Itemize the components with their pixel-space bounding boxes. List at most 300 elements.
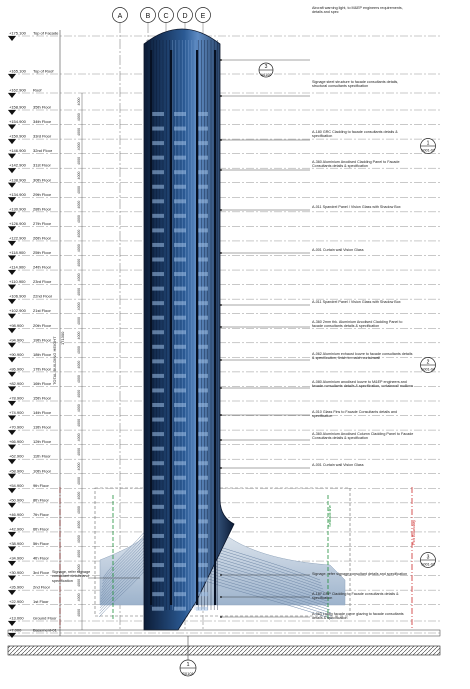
- tower-window: [174, 214, 186, 218]
- annotation-text: Signage steel structure to facade consultants details, structural consultants specification: [312, 80, 399, 89]
- tower-window: [174, 156, 186, 160]
- tower-window: [152, 403, 164, 407]
- level-name: 17th Floor: [33, 366, 52, 372]
- annotation-text: A-360 Aluminium Anodised Cladding Panel to Facade Consultants details & specification: [312, 160, 400, 169]
- level-marker: [8, 381, 52, 392]
- level-name: 5th Floor: [33, 541, 49, 546]
- level-elevation: +175.100: [9, 30, 26, 36]
- floor-height-dim: 4000: [77, 200, 81, 209]
- floor-height-dim: 4000: [77, 171, 81, 180]
- tower-window: [152, 374, 164, 378]
- annotation-dot: [220, 169, 222, 171]
- level-name: 25th Floor: [33, 250, 52, 255]
- facade-annotation: [220, 248, 414, 276]
- level-marker: [8, 337, 52, 348]
- level-marker: [8, 31, 59, 42]
- annotation-text: Aircraft warning light, to M&EP engineers requirements, details and spec: [312, 6, 403, 15]
- level-elevation: +142.900: [9, 162, 26, 168]
- floor-height-dim: 4000: [77, 462, 81, 471]
- level-marker: [8, 410, 52, 421]
- tower-window: [152, 301, 164, 305]
- level-marker: [8, 265, 52, 276]
- tower-window: [152, 316, 164, 320]
- facade-annotation: [220, 380, 414, 408]
- tower-window: [174, 258, 186, 262]
- tower-window: [174, 127, 186, 131]
- section-callout: [421, 358, 436, 373]
- level-marker-triangle: [8, 343, 16, 348]
- level-elevation: +46.900: [9, 511, 24, 517]
- level-name: 27th Floor: [33, 220, 52, 226]
- level-elevation: +54.900: [9, 482, 24, 488]
- level-marker-triangle: [8, 386, 16, 391]
- level-marker: [8, 628, 58, 639]
- level-elevation: +118.900: [9, 250, 26, 255]
- tower-window: [152, 549, 164, 553]
- floor-height-dim: 4000: [77, 404, 81, 413]
- tower-window: [152, 258, 164, 262]
- level-marker: [8, 512, 49, 523]
- level-elevation: +58.900: [9, 468, 24, 474]
- level-name: 13th Floor: [33, 424, 52, 430]
- level-marker: [8, 221, 52, 232]
- floor-height-dim: 4000: [77, 578, 81, 587]
- floor-height-dim: 4000: [77, 608, 81, 617]
- level-marker: [8, 366, 52, 377]
- level-marker-triangle: [8, 256, 16, 261]
- grid-bubble: [159, 8, 174, 23]
- level-marker: [8, 396, 52, 407]
- tower-window: [174, 170, 186, 174]
- floor-height-dim: 4000: [77, 113, 81, 122]
- level-elevation: +78.900: [9, 395, 24, 401]
- detail-tag: [259, 63, 273, 77]
- level-marker: [8, 206, 52, 217]
- tower-window: [174, 301, 186, 305]
- facade-annotation: [220, 205, 414, 233]
- section-callouts: [421, 139, 436, 568]
- tower-window: [152, 345, 164, 349]
- level-marker-triangle: [8, 285, 16, 290]
- level-marker: [8, 250, 52, 261]
- level-marker: [8, 439, 52, 450]
- level-elevation: +42.900: [9, 526, 24, 532]
- tower-window: [152, 359, 164, 363]
- level-marker-triangle: [8, 299, 16, 304]
- level-elevation: +82.900: [9, 380, 24, 386]
- level-marker: [8, 497, 49, 508]
- floor-height-dim: 4000: [77, 477, 81, 486]
- level-elevation: +90.900: [9, 351, 24, 357]
- tower-window: [152, 592, 164, 596]
- level-elevation: +138.900: [9, 177, 26, 183]
- level-marker-triangle: [8, 576, 16, 581]
- level-name: 3rd Floor: [33, 570, 50, 576]
- plot-boundary-label: Plot Boundary: [411, 519, 416, 545]
- level-marker: [8, 177, 52, 188]
- level-marker-triangle: [8, 590, 16, 595]
- tower-window: [174, 461, 186, 465]
- level-marker: [8, 352, 52, 363]
- grid-bubbles: [113, 8, 211, 23]
- floor-height-dim: 4000: [77, 215, 81, 224]
- level-name: 28th Floor: [33, 206, 52, 212]
- annotation-dot: [220, 304, 222, 306]
- level-elevation: +70.900: [9, 424, 24, 430]
- tower-window: [174, 316, 186, 320]
- floor-height-dim: 4000: [77, 389, 81, 398]
- level-name: 12th Floor: [33, 439, 52, 445]
- level-marker-triangle: [8, 183, 16, 188]
- tower-window: [174, 490, 186, 494]
- tower-fin: [170, 50, 172, 605]
- tower-window: [174, 447, 186, 451]
- grid-bubble-label: D: [182, 13, 188, 20]
- level-name: 2nd Floor: [33, 584, 50, 590]
- level-name: 14th Floor: [33, 410, 52, 416]
- level-marker-triangle: [8, 357, 16, 362]
- level-elevation: +106.900: [9, 293, 26, 299]
- facade-annotation: [220, 320, 414, 348]
- tower-window: [174, 287, 186, 291]
- floor-height-dim: 4000: [77, 302, 81, 311]
- floor-height-dim: 4000: [77, 418, 81, 427]
- annotation-text: A-011 Spandrel Panel / Vision Glass with Shadow Box: [312, 300, 401, 304]
- tower-window: [174, 185, 186, 189]
- level-marker-triangle: [8, 517, 16, 522]
- level-marker-triangle: [8, 270, 16, 275]
- level-elevation: +38.900: [9, 541, 24, 546]
- annotation-dot: [220, 414, 222, 416]
- level-elevation: +66.900: [9, 439, 24, 445]
- level-marker-triangle: [8, 474, 16, 479]
- level-name: 20th Floor: [33, 322, 52, 328]
- level-name: 15th Floor: [33, 395, 52, 401]
- tower-window: [152, 330, 164, 334]
- floor-height-dim: 4000: [77, 564, 81, 573]
- tower-window: [152, 185, 164, 189]
- level-elevation: +34.900: [9, 555, 24, 561]
- floor-height-dim: 4000: [77, 142, 81, 151]
- level-marker: [8, 468, 52, 479]
- level-elevation: +154.900: [9, 119, 26, 125]
- tower-window: [174, 418, 186, 422]
- floor-height-dim: 4000: [77, 549, 81, 558]
- tower-window: [174, 534, 186, 538]
- level-marker-triangle: [8, 445, 16, 450]
- tower-window: [152, 447, 164, 451]
- total-height-value: 171300: [60, 331, 65, 345]
- floor-height-dim: 4000: [77, 520, 81, 529]
- level-marker-triangle: [8, 110, 16, 115]
- level-marker: [8, 308, 51, 319]
- floor-height-dim: 4000: [77, 156, 81, 165]
- tower-window: [152, 272, 164, 276]
- level-name: 9th Floor: [33, 482, 49, 488]
- tower-window: [152, 418, 164, 422]
- level-marker-triangle: [8, 168, 16, 173]
- tower-window: [174, 330, 186, 334]
- level-elevation: +146.900: [9, 148, 26, 154]
- level-marker: [8, 454, 51, 465]
- tower: [144, 29, 234, 630]
- tower-window: [152, 243, 164, 247]
- tower-window: [152, 156, 164, 160]
- level-marker: [8, 69, 54, 80]
- floor-height-dim: 4000: [77, 346, 81, 355]
- level-name: Roof: [33, 87, 42, 93]
- level-elevation: +86.900: [9, 366, 24, 372]
- facade-annotation: [220, 160, 414, 188]
- level-marker-triangle: [8, 401, 16, 406]
- section-callout: [421, 553, 436, 568]
- tower-window: [174, 112, 186, 116]
- level-marker-triangle: [8, 36, 16, 41]
- level-name: Top of Facade: [33, 30, 59, 36]
- floor-height-dim: 4000: [77, 186, 81, 195]
- annotation-text: A-080 Aluminium anodised louvre to M&EP engineers and facade consultants details & specification, curtainwall mullions: [312, 380, 414, 389]
- level-elevation: +102.900: [9, 308, 26, 314]
- tower-window: [152, 578, 164, 582]
- annotation-dot: [220, 326, 222, 328]
- detail-tag-num: 3: [264, 64, 268, 70]
- facade-annotation: [220, 432, 414, 460]
- tower-window: [174, 272, 186, 276]
- level-name: 7th Floor: [33, 511, 49, 517]
- setback-label: Setback line: [327, 505, 332, 527]
- level-name: 16th Floor: [33, 380, 52, 386]
- level-name: 23rd Floor: [33, 279, 52, 285]
- level-elevation: +30.900: [9, 570, 24, 576]
- level-marker: [8, 279, 52, 290]
- annotation-dot: [220, 574, 222, 576]
- level-name: 29th Floor: [33, 191, 52, 197]
- annotation-dot: [220, 139, 222, 141]
- annotation-dot: [220, 596, 222, 598]
- annotation-dot: [220, 209, 222, 211]
- tower-window: [174, 505, 186, 509]
- grid-bubble: [113, 8, 128, 23]
- level-elevation: +22.900: [9, 599, 24, 605]
- tower-window: [152, 519, 164, 523]
- annotation-text: A-001 Curtain wall Vision Glass: [312, 463, 364, 467]
- section-marker-num: 1: [186, 662, 190, 668]
- level-elevation: +162.900: [9, 87, 26, 93]
- facade-annotations: [220, 6, 414, 640]
- level-elevation: +26.900: [9, 584, 24, 590]
- floor-height-dim: 4000: [77, 258, 81, 267]
- level-marker: [8, 134, 52, 145]
- level-marker-triangle: [8, 416, 16, 421]
- level-marker: [8, 616, 57, 627]
- annotation-dot: [220, 59, 222, 61]
- tower-window: [174, 403, 186, 407]
- level-marker-triangle: [8, 139, 16, 144]
- level-elevation: +7.000: [9, 627, 22, 633]
- floor-height-dim: 4000: [77, 360, 81, 369]
- annotation-dot: [220, 616, 222, 618]
- tower-window: [152, 112, 164, 116]
- annotation-text: A-063 Lobby facade curve glazing to facade consultants details & specification: [312, 612, 404, 621]
- tower-window: [174, 578, 186, 582]
- level-marker-triangle: [8, 226, 16, 231]
- level-marker: [8, 235, 52, 246]
- annotation-text: A-001 Curtain wall Vision Glass: [312, 248, 364, 252]
- floor-height-dim: 4000: [77, 97, 81, 106]
- facade-annotation: [220, 352, 414, 380]
- facade-annotation: [220, 6, 414, 61]
- level-marker: [8, 105, 52, 116]
- level-marker: [8, 148, 53, 159]
- tower-window: [174, 519, 186, 523]
- tower-window: [174, 592, 186, 596]
- level-elevation: +130.900: [9, 206, 26, 212]
- grid-bubble-label: E: [200, 13, 206, 20]
- annotation-text: A-011 Spandrel Panel / Vision Glass with Shadow Box: [312, 205, 401, 209]
- level-markers: [8, 31, 59, 639]
- level-name: 34th Floor: [33, 119, 52, 125]
- tower-window: [152, 127, 164, 131]
- level-marker-triangle: [8, 547, 16, 552]
- tower-window: [152, 432, 164, 436]
- level-marker-triangle: [8, 503, 16, 508]
- tower-window: [174, 359, 186, 363]
- callout-num: 2: [426, 359, 430, 366]
- level-name: 21st Floor: [33, 308, 51, 314]
- level-elevation: +74.900: [9, 410, 24, 416]
- level-marker: [8, 585, 51, 596]
- tower-window: [152, 141, 164, 145]
- grid-bubble-label: A: [117, 13, 123, 20]
- floor-height-dim: 4000: [77, 273, 81, 282]
- level-name: 30th Floor: [33, 177, 52, 183]
- level-marker-triangle: [8, 154, 16, 159]
- tower-window: [174, 563, 186, 567]
- tower-window: [152, 505, 164, 509]
- level-marker-triangle: [8, 125, 16, 130]
- tower-window: [152, 563, 164, 567]
- level-name: 6th Floor: [33, 526, 49, 532]
- level-elevation: +165.100: [9, 68, 26, 74]
- level-elevation: +94.900: [9, 337, 24, 343]
- floor-height-dim: 4000: [77, 506, 81, 515]
- tower-window: [174, 228, 186, 232]
- tower-window: [174, 388, 186, 392]
- tower-window: [174, 607, 186, 611]
- grid-bubble: [141, 8, 156, 23]
- floor-height-dim: 4000: [77, 593, 81, 602]
- level-name: 10th Floor: [33, 468, 52, 474]
- tower-window: [152, 170, 164, 174]
- annotation-text: A-010 Glass Fins to Facade Consultants details and specification: [312, 410, 398, 419]
- level-name: Ground Floor: [33, 615, 57, 621]
- level-marker: [8, 163, 51, 174]
- level-marker-triangle: [8, 488, 16, 493]
- annotation-dot: [220, 359, 222, 361]
- floor-height-dim: 4000: [77, 316, 81, 325]
- level-marker-triangle: [8, 561, 16, 566]
- annotation-text: A-360 2mm thk. Aluminium Anodised Cladding Panel to facade consultants details & specification: [312, 320, 403, 329]
- level-marker: [8, 570, 50, 581]
- callout-num: 3: [426, 554, 430, 561]
- level-marker: [8, 556, 49, 567]
- callout-ref: S001-02: [421, 148, 435, 153]
- level-elevation: +134.900: [9, 191, 26, 197]
- level-marker-triangle: [8, 197, 16, 202]
- ground-hatch: [8, 646, 440, 655]
- level-name: 8th Floor: [33, 497, 49, 503]
- level-marker: [8, 294, 53, 305]
- annotation-text: Signage, refer signage consultant details and specification: [312, 572, 408, 576]
- level-name: 33rd Floor: [33, 133, 52, 139]
- level-name: 4th Floor: [33, 555, 49, 561]
- grid-bubble-label: C: [163, 13, 169, 20]
- tower-window: [152, 476, 164, 480]
- level-marker: [8, 425, 52, 436]
- level-marker: [8, 119, 52, 130]
- level-marker: [8, 88, 42, 99]
- level-elevation: +126.900: [9, 220, 26, 226]
- floor-height-dim: 4000: [77, 287, 81, 296]
- tower-window: [152, 461, 164, 465]
- level-marker: [8, 526, 49, 537]
- level-elevation: +150.900: [9, 133, 26, 139]
- tower-window: [174, 141, 186, 145]
- annotation-text: A-187 GRP Cladding to Facade consultants details & specification: [312, 592, 399, 601]
- tower-fin: [214, 50, 216, 605]
- annotation-dot: [220, 252, 222, 254]
- level-marker: [8, 192, 52, 203]
- tower-window: [152, 214, 164, 218]
- level-marker-triangle: [8, 459, 16, 464]
- annotation-dot: [220, 387, 222, 389]
- annotation-text: A-360 Aluminium Anodised Column Cladding Panel to Facade Consultants details & specification: [312, 432, 414, 441]
- level-name: 18th Floor: [33, 351, 52, 357]
- level-name: 35th Floor: [33, 104, 52, 110]
- annotation-text: A-062 Aluminium exhaust louvre to facade consultants details & specification, finish to match curtainwall: [312, 352, 413, 361]
- grid-bubble: [196, 8, 211, 23]
- level-name: 26th Floor: [33, 235, 52, 241]
- level-elevation: +98.900: [9, 322, 24, 328]
- floor-height-dim: 4000: [77, 244, 81, 253]
- level-name: 24th Floor: [33, 264, 52, 270]
- annotation-dot: [220, 467, 222, 469]
- tower-window: [152, 199, 164, 203]
- floor-height-dim: 4000: [77, 433, 81, 442]
- annotation-text: A-180 GRC Cladding to facade consultants details & specification: [312, 130, 398, 139]
- tower-window: [174, 476, 186, 480]
- callout-ref: S001-03: [421, 562, 435, 567]
- callout-ref: S001-04: [421, 367, 435, 372]
- level-marker-triangle: [8, 633, 16, 638]
- tower-body: [144, 29, 234, 630]
- annotation-dot: [220, 95, 222, 97]
- level-marker-triangle: [8, 621, 16, 626]
- callout-num: 1: [426, 140, 430, 147]
- section-marker-ref: S0101: [182, 671, 194, 676]
- level-name: 22nd Floor: [33, 293, 53, 299]
- level-name: 1st Floor: [33, 599, 49, 605]
- tower-window: [174, 549, 186, 553]
- level-elevation: +50.900: [9, 497, 24, 503]
- floor-height-dim: 4000: [77, 535, 81, 544]
- tower-windows: [152, 112, 208, 611]
- floor-height-dim: 4000: [77, 229, 81, 238]
- facade-annotation: [220, 80, 414, 108]
- level-name: 19th Floor: [33, 337, 52, 343]
- tower-window: [152, 534, 164, 538]
- grid-bubble: [178, 8, 193, 23]
